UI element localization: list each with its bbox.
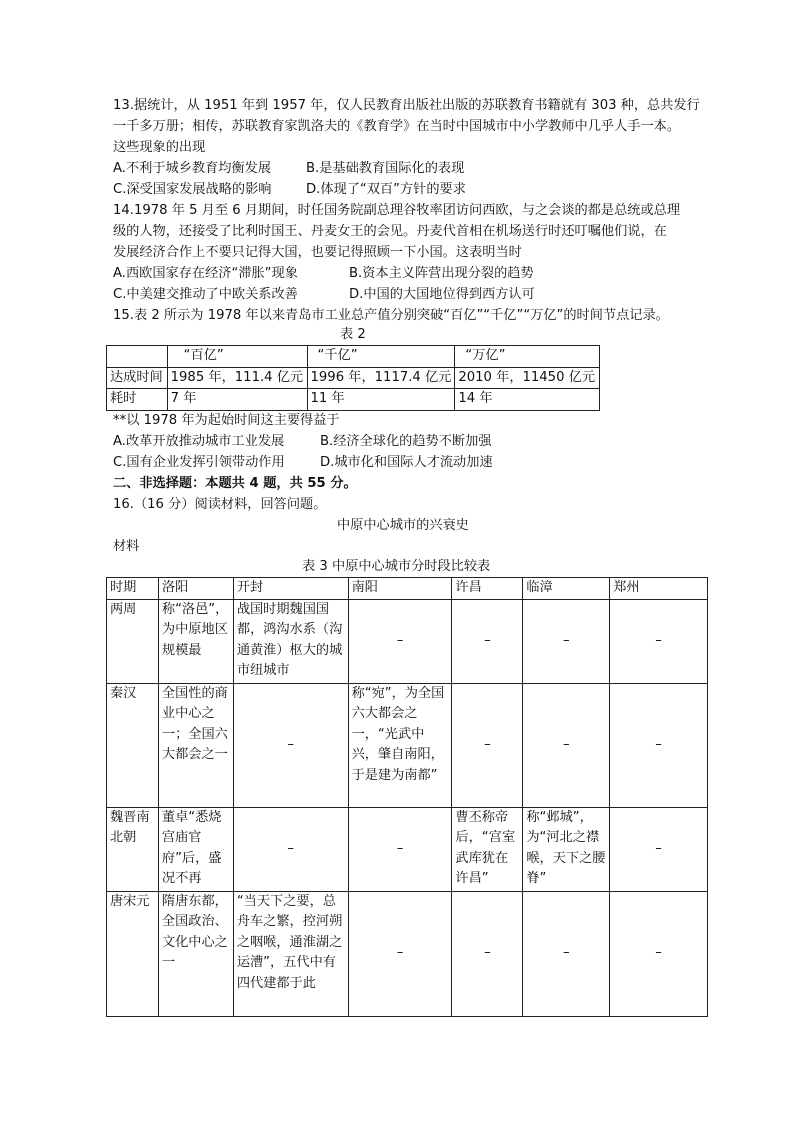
table3-cell: – — [523, 891, 610, 1016]
q13-stem-line3: 这些现象的出现 — [113, 140, 206, 155]
table3-cell: 隋唐东都，全国政治、文化中心之一 — [158, 891, 233, 1016]
table3-header-cell: 开封 — [233, 578, 348, 600]
q14-stem-line1: 14.1978 年 5 月至 6 月期间，时任国务院副总理谷牧率团访问西欧，与之会谈的都是总统或总理 — [113, 203, 681, 218]
table3-cell: – — [610, 807, 708, 891]
q15-stem-line1: 15.表 2 所示为 1978 年以来青岛市工业总产值分别突破“百亿”“千亿”“万亿”的时间节点记录。 — [113, 308, 669, 323]
table3-cell: 秦汉 — [107, 683, 159, 807]
table-row — [107, 891, 708, 1016]
q15-option-d[interactable]: D.城市化和国际人才流动加速 — [320, 455, 493, 470]
table3-cell: – — [452, 891, 523, 1016]
table2-cell: 1985 年，111.4 亿元 — [167, 367, 307, 389]
table-row — [107, 807, 708, 891]
table2-cell: 14 年 — [455, 389, 600, 411]
table3-cell: 称“洛邑”，为中原地区规模最 — [158, 599, 233, 683]
q14-stem-line2: 级的人物，还接受了比利时国王、丹麦女王的会见。丹麦代首相在机场送行时还叮嘱他们说，在 — [113, 224, 667, 239]
q14-stem-line3: 发展经济合作上不要只记得大国，也要记得照顾一下小国。这表明当时 — [113, 245, 522, 260]
table3-cell: – — [452, 683, 523, 807]
table3-cell: 董卓“悉烧宫庙官府”后，盛况不再 — [158, 807, 233, 891]
q13-option-b[interactable]: B.是基础教育国际化的表现 — [306, 161, 465, 176]
table3-header-cell: 临漳 — [523, 578, 610, 600]
table2-cell: 11 年 — [307, 389, 455, 411]
q16-stem: 16.（16 分）阅读材料，回答问题。 — [113, 497, 327, 512]
q13-option-d[interactable]: D.体现了“双百”方针的要求 — [306, 182, 466, 197]
table3-cell: – — [610, 683, 708, 807]
q13-stem-line2: 一千多万册；相传，苏联教育家凯洛夫的《教育学》在当时中国城市中小学教师中几乎人手一本。 — [113, 119, 681, 134]
q15-option-a[interactable]: A.改革开放推动城市工业发展 — [113, 434, 285, 449]
section-2-heading: 二、非选择题：本题共 4 题，共 55 分。 — [113, 476, 357, 491]
table2-cell: “万亿” — [455, 346, 600, 368]
table3-cell: – — [610, 891, 708, 1016]
table3-header-row — [107, 578, 708, 600]
table3-cell: “当天下之要，总舟车之繁，控河朔之咽喉，通淮湖之运漕”，五代中有四代建都于此 — [233, 891, 348, 1016]
table3-cell: – — [523, 599, 610, 683]
table-3 — [106, 577, 708, 1017]
table3-cell: – — [348, 599, 452, 683]
q15-option-b[interactable]: B.经济全球化的趋势不断加强 — [320, 434, 492, 449]
table3-title: 表 3 中原中心城市分时段比较表 — [302, 559, 491, 574]
table3-header-cell: 洛阳 — [158, 578, 233, 600]
table2-cell: 7 年 — [167, 389, 307, 411]
table3-cell: 曹丕称帝后，“宫室武库犹在许昌” — [452, 807, 523, 891]
table-row — [107, 389, 600, 411]
table2-cell: 1996 年，1117.4 亿元 — [307, 367, 455, 389]
q14-option-d[interactable]: D.中国的大国地位得到西方认可 — [349, 287, 535, 302]
table-row — [107, 599, 708, 683]
table3-cell: 两周 — [107, 599, 159, 683]
q16-material-title: 中原中心城市的兴衰史 — [337, 518, 469, 533]
q15-stem-line2: **以 1978 年为起始时间这主要得益于 — [113, 413, 340, 428]
table3-cell: – — [348, 891, 452, 1016]
table2-cell: “百亿” — [167, 346, 307, 368]
table3-cell: – — [233, 807, 348, 891]
q13-option-c[interactable]: C.深受国家发展战略的影响 — [113, 182, 272, 197]
table2-cell: “千亿” — [307, 346, 455, 368]
table3-cell: 称“宛”，为全国六大都会之一，“光武中兴，肇自南阳，于是建为南都” — [348, 683, 452, 807]
q13-stem-line1: 13.据统计，从 1951 年到 1957 年，仅人民教育出版社出版的苏联教育书籍就有 303 种，总共发行 — [113, 98, 700, 113]
q14-option-a[interactable]: A.西欧国家存在经济“滞胀”现象 — [113, 266, 298, 281]
table2-title: 表 2 — [340, 327, 366, 342]
table3-cell: – — [452, 599, 523, 683]
table-2 — [106, 345, 600, 411]
table-row — [107, 367, 600, 389]
table3-header-cell: 南阳 — [348, 578, 452, 600]
table3-header-cell: 许昌 — [452, 578, 523, 600]
table3-header-cell: 郑州 — [610, 578, 708, 600]
table3-header-cell: 时期 — [107, 578, 159, 600]
table3-cell: 称“邺城”，为“河北之襟喉，天下之腰脊” — [523, 807, 610, 891]
q13-option-a[interactable]: A.不利于城乡教育均衡发展 — [113, 161, 272, 176]
table3-cell: 战国时期魏国国都，鸿沟水系（沟通黄淮）枢大的城市纽城市 — [233, 599, 348, 683]
table3-cell: 全国性的商业中心之一；全国六大都会之一 — [158, 683, 233, 807]
table2-cell: 2010 年，11450 亿元 — [455, 367, 600, 389]
table-row — [107, 683, 708, 807]
table2-header-row — [107, 346, 600, 368]
table2-cell: 耗时 — [107, 389, 168, 411]
table3-cell: – — [610, 599, 708, 683]
table3-cell: – — [233, 683, 348, 807]
table3-cell: 唐宋元 — [107, 891, 159, 1016]
q14-option-b[interactable]: B.资本主义阵营出现分裂的趋势 — [349, 266, 534, 281]
q15-option-c[interactable]: C.国有企业发挥引领带动作用 — [113, 455, 285, 470]
q14-option-c[interactable]: C.中美建交推动了中欧关系改善 — [113, 287, 298, 302]
table2-cell — [107, 346, 168, 368]
table2-cell: 达成时间 — [107, 367, 168, 389]
table3-cell: 魏晋南北朝 — [107, 807, 159, 891]
q16-material-label: 材料 — [113, 539, 140, 554]
table3-cell: – — [348, 807, 452, 891]
table3-cell: – — [523, 683, 610, 807]
